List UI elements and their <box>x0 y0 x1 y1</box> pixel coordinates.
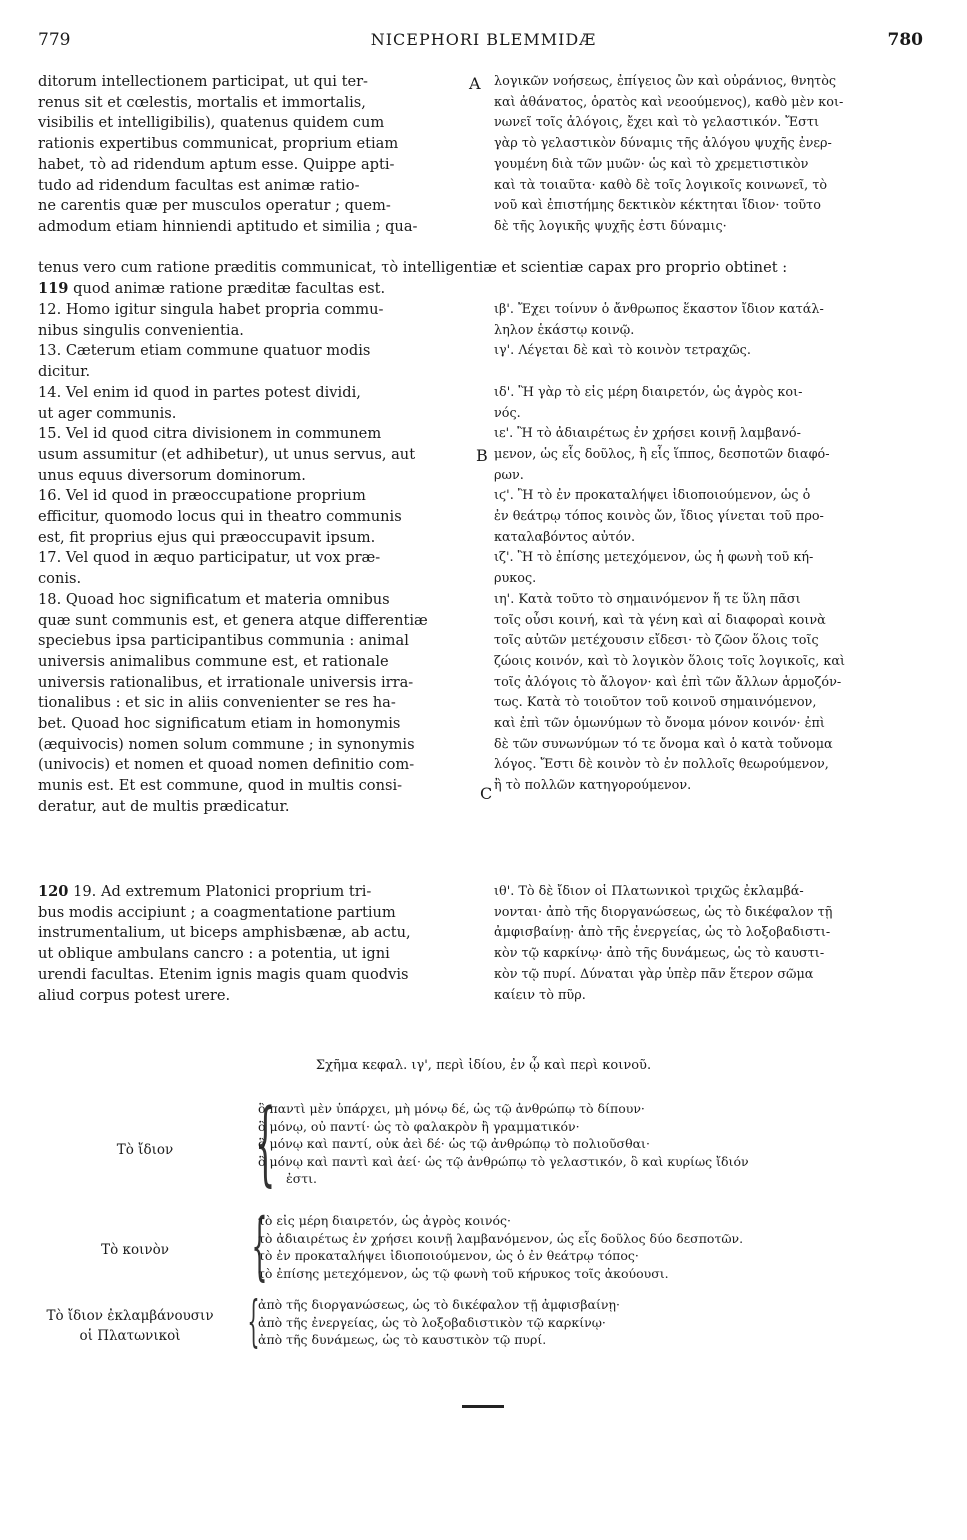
brace: { <box>247 1289 260 1353</box>
latin-items-block <box>38 300 466 818</box>
running-title: NICEPHORI BLEMMIDÆ <box>370 30 597 49</box>
greek-line: γουμένη διὰ τῶν μυῶν· ὡς καὶ τὸ χρεμετιστικὸν <box>494 156 809 172</box>
latin-line: tionalibus : et sic in aliis convenienter se res ha- <box>38 694 396 712</box>
greek-items-block <box>494 300 934 818</box>
schema-title: Σχῆμα κεφαλ. ιγ', περὶ ἰδίου, ἐν ᾧ καὶ περὶ κοινοῦ. <box>315 1058 652 1073</box>
greek-line: καὶ τὰ τοιαῦτα· καθὸ δὲ τοῖς λογικοῖς κοινωνεῖ, τὸ <box>494 177 828 193</box>
schema-label-line: οἱ Πλατωνικοὶ <box>79 1328 181 1344</box>
latin-line <box>38 882 466 903</box>
schema-line: τὸ εἰς μέρη διαιρετόν, ὡς ἀγρὸς κοινός· <box>258 1213 512 1228</box>
page-number-left: 779 <box>38 30 71 50</box>
latin-line: usum assumitur (et adhibetur), ut unus servus, aut <box>38 445 416 463</box>
schema-label <box>80 1240 190 1260</box>
greek-line: ἀμφισβαίνῃ· ἀπὸ τῆς ἐνεργείας, ὡς τὸ λοξοβαδιστι- <box>494 925 831 941</box>
latin-line: 15. Vel id quod citra divisionem in communem <box>38 425 382 443</box>
latin-line: bus modis accipiunt ; a coagmentatione partium <box>38 903 396 921</box>
latin-line: dicitur. <box>38 363 91 381</box>
latin-full-width-line <box>38 258 932 299</box>
greek-line: ληλον ἑκάστῳ κοινῷ. <box>494 322 635 338</box>
greek-line: λόγος. Ἔστι δὲ κοινὸν τὸ ἐν πολλοῖς θεωρούμενον, <box>494 757 829 773</box>
latin-line: universis animalibus commune est, et rationale <box>38 652 389 670</box>
running-header <box>0 30 967 54</box>
section-number-119: 119 <box>38 279 69 297</box>
greek-line: νός. <box>494 405 521 421</box>
greek-item-19 <box>494 882 934 1006</box>
greek-line: ρων. <box>494 467 524 483</box>
page-number-right: 780 <box>887 30 923 50</box>
greek-line: τως. Κατὰ τὸ τοιοῦτον τοῦ κοινοῦ σημαινόμενον, <box>494 695 817 711</box>
greek-line: ιγ'. Λέγεται δὲ καὶ τὸ κοινὸν τετραχῶς. <box>494 343 751 359</box>
schema-lines <box>258 1212 918 1282</box>
greek-line: τοῖς ἀλόγοις τὸ ἄλογον· καὶ ἐπὶ τῶν ἄλλων ἁρμοζόν- <box>494 674 842 690</box>
latin-section-119 <box>38 279 932 300</box>
latin-line: 18. Quoad hoc significatum et materia omnibus <box>38 590 390 608</box>
greek-spacer <box>494 362 934 383</box>
schema-label-line: Τὸ ἴδιον ἐκλαμβάνουσιν <box>46 1308 214 1324</box>
brace: { <box>255 1089 276 1196</box>
latin-line: est, fit proprius ejus qui præoccupavit ipsum. <box>38 528 376 546</box>
schema-line: ἐστι. <box>286 1171 318 1186</box>
latin-line: urendi facultas. Etenim ignis magis quam quodvis <box>38 965 409 983</box>
latin-line: 13. Cæterum etiam commune quatuor modis <box>38 342 371 360</box>
schema-line: ἀπὸ τῆς διοργανώσεως, ὡς τὸ δικέφαλον τῇ ἀμφισβαίνῃ· <box>258 1297 620 1312</box>
latin-line: ditorum intellectionem participat, ut qui ter- <box>38 73 368 90</box>
greek-line: καίειν τὸ πῦρ. <box>494 987 586 1003</box>
latin-line: universis rationalibus, et irrationale universis irra- <box>38 673 414 691</box>
schema-label-line: Τὸ ἴδιον <box>116 1142 174 1158</box>
latin-line: speciebus ipsa participantibus communia : animal <box>38 632 409 650</box>
latin-line: admodum etiam hinniendi aptitudo et similia ; qua- <box>38 217 418 235</box>
greek-line: τοῖς αὐτῶν μετέχουσιν εἴδεσι· τὸ ζῶον ὅλοις τοῖς <box>494 633 819 649</box>
latin-line: renus sit et cœlestis, mortalis et immortalis, <box>38 93 366 111</box>
schema-label <box>90 1140 200 1160</box>
greek-line: μενον, ὡς εἷς δοῦλος, ἢ εἷς ἵππος, δεσποτῶν διαφό- <box>494 446 830 462</box>
latin-line: 16. Vel id quod in præoccupatione proprium <box>38 487 366 505</box>
schema-line: ὃ μόνῳ καὶ παντὶ καὶ ἀεί· ὡς τῷ ἀνθρώπῳ τὸ γελαστικόν, ὃ καὶ κυρίως ἴδιόν <box>258 1153 749 1169</box>
latin-line: 12. Homo igitur singula habet propria commu- <box>38 301 384 318</box>
greek-line: ιϛ'. Ἢ τὸ ἐν προκαταλήψει ἰδιοποιούμενον, ὡς ὁ <box>494 488 811 504</box>
latin-line: rationis expertibus communicat, proprium etiam <box>38 135 399 153</box>
greek-line: ιδ'. Ἢ γὰρ τὸ εἰς μέρη διαιρετόν, ὡς ἀγρὸς κοι- <box>494 384 803 400</box>
brace: { <box>251 1203 268 1289</box>
schema-lines <box>258 1100 918 1188</box>
greek-line: καὶ ἀθάνατος, ὁρατὸς καὶ νεοούμενος), καθὸ μὲν κοι- <box>494 94 844 110</box>
greek-line: ρυκος. <box>494 571 537 587</box>
margin-letter-c: C <box>480 784 493 803</box>
margin-letter-b: B <box>476 446 488 465</box>
schema-line: τὸ ἐν προκαταλήψει ἰδιοποιούμενον, ὡς ὁ ἐν θεάτρῳ τόπος· <box>258 1248 639 1263</box>
greek-line: δὲ τῶν συνωνύμων τό τε ὄνομα καὶ ὁ κατὰ τοὔνομα <box>494 736 833 752</box>
schema-label-line: Τὸ κοινὸν <box>101 1242 169 1258</box>
latin-line: munis est. Et est commune, quod in multis consi- <box>38 777 403 795</box>
latin-line: nibus singulis convenientia. <box>38 321 244 339</box>
schema-line: ὃ μόνῳ, οὐ παντί· ὡς τὸ φαλακρὸν ἢ γραμματικόν· <box>258 1118 580 1134</box>
schema-label <box>45 1306 215 1346</box>
greek-line: ιθ'. Τὸ δὲ ἴδιον οἱ Πλατωνικοὶ τριχῶς ἐκλαμβά- <box>494 884 804 899</box>
greek-line: λογικῶν νοήσεως, ἐπίγειος ὢν καὶ οὐράνιος, θνητὸς <box>494 74 837 89</box>
schema-line: τὸ ἐπίσης μετεχόμενον, ὡς τῷ φωνὴ τοῦ κήρυκος τοῖς ἀκούουσι. <box>258 1265 669 1281</box>
schema-lines <box>258 1296 918 1349</box>
greek-line: ιβ'. Ἔχει τοίνυν ὁ ἄνθρωπος ἕκαστον ἴδιον κατάλ- <box>494 302 824 317</box>
schema-line: ἀπὸ τῆς δυνάμεως, ὡς τὸ καυστικὸν τῷ πυρί. <box>258 1332 547 1347</box>
greek-line: ιε'. Ἢ τὸ ἀδιαιρέτως ἐν χρήσει κοινῇ λαμβανό- <box>494 426 801 442</box>
greek-line: κὸν τῷ πυρί. Δύναται γὰρ ὑπὲρ πᾶν ἕτερον σῶμα <box>494 966 814 982</box>
greek-line: γὰρ τὸ γελαστικὸν δύναμις τῆς ἀλόγου ψυχῆς ἐνερ- <box>494 136 832 152</box>
latin-line: habet, τὸ ad ridendum aptum esse. Quippe apti- <box>38 155 395 173</box>
greek-line: κὸν τῷ καρκίνῳ· ἀπὸ τῆς δυνάμεως, ὡς τὸ καυστι- <box>494 946 825 962</box>
latin-line: ne carentis quæ per musculos operatur ; quem- <box>38 197 391 215</box>
greek-line: καταλαβόντος αὐτόν. <box>494 529 636 545</box>
margin-letter-a: A <box>469 74 481 93</box>
latin-line: aliud corpus potest urere. <box>38 986 231 1004</box>
latin-line: (æquivocis) nomen solum commune ; in synonymis <box>38 735 415 753</box>
latin-line: efficitur, quomodo locus qui in theatro communis <box>38 508 402 526</box>
latin-line: tudo ad ridendum facultas est animæ ratio- <box>38 176 360 194</box>
greek-line: ιζ'. Ἢ τὸ ἐπίσης μετεχόμενον, ὡς ἡ φωνὴ τοῦ κή- <box>494 550 814 566</box>
latin-line: (univocis) et nomen et quoad nomen definitio com- <box>38 756 415 774</box>
latin-full-line: tenus vero cum ratione præditis communicat, τὸ intelligentiæ et scientiæ capax pro proprio obtinet : <box>38 259 788 276</box>
section-number-120: 120 <box>38 883 69 900</box>
latin-line: quæ sunt communis est, et genera atque differentiæ <box>38 611 428 629</box>
schema-line: τὸ ἀδιαιρέτως ἐν χρήσει κοινῇ λαμβανόμενον, ὡς εἷς δοῦλος δύο δεσποτῶν. <box>258 1230 744 1246</box>
latin-line: visibilis et intelligibilis), quatenus quidem cum <box>38 114 385 132</box>
latin-line: 17. Vel quod in æquo participatur, ut vox præ- <box>38 549 381 567</box>
greek-line: ἢ τὸ πολλῶν κατηγορούμενον. <box>494 778 692 794</box>
latin-line: instrumentalium, ut biceps amphisbænæ, ab actu, <box>38 924 411 942</box>
greek-top-block <box>494 72 934 238</box>
schema-line: ὃ παντὶ μὲν ὑπάρχει, μὴ μόνῳ δέ, ὡς τῷ ἀνθρώπῳ τὸ δίπουν· <box>258 1101 645 1116</box>
greek-line: νονται· ἀπὸ τῆς διοργανώσεως, ὡς τὸ δικέφαλον τῇ <box>494 904 833 920</box>
end-rule <box>462 1405 504 1408</box>
latin-119-text: quod animæ ratione præditæ facultas est. <box>68 279 386 297</box>
latin-line: deratur, aut de multis prædicatur. <box>38 797 290 815</box>
latin-line: unus equus diversorum dominorum. <box>38 466 306 484</box>
latin-line: 14. Vel enim id quod in partes potest dividi, <box>38 383 361 401</box>
latin-line: ut oblique ambulans cancro : a potentia, ut igni <box>38 945 390 963</box>
latin-120-block <box>38 882 466 1006</box>
latin-top-block <box>38 72 466 238</box>
schema-line: ἀπὸ τῆς ἐνεργείας, ὡς τὸ λοξοβαδιστικὸν τῷ καρκίνῳ· <box>258 1314 606 1330</box>
greek-line: δὲ τῆς λογικῆς ψυχῆς ἐστι δύναμις· <box>494 218 727 234</box>
greek-line: νωνεῖ τοῖς ἀλόγοις, ἔχει καὶ τὸ γελαστικόν. Ἔστι <box>494 115 820 131</box>
greek-line: ζώοις κοινόν, καὶ τὸ λογικὸν ὅλοις τοῖς λογικοῖς, καὶ <box>494 653 846 669</box>
greek-spacer <box>494 797 934 818</box>
latin-line: conis. <box>38 570 82 588</box>
greek-line: νοῦ καὶ ἐπιστήμης δεκτικὸν κέκτηται ἴδιον· τοῦτο <box>494 198 821 214</box>
greek-line: ἐν θεάτρῳ τόπος κοινὸς ὤν, ἴδιος γίνεται τοῦ προ- <box>494 509 824 525</box>
greek-line: ιη'. Κατὰ τοῦτο τὸ σημαινόμενον ἥ τε ὕλη πᾶσι <box>494 591 801 607</box>
greek-line: καὶ ἐπὶ τῶν ὁμωνύμων τὸ ὄνομα μόνον κοινόν· ἐπὶ <box>494 716 825 732</box>
latin-120-first: 19. Ad extremum Platonici proprium tri- <box>68 883 372 900</box>
latin-line: bet. Quoad hoc significatum etiam in homonymis <box>38 715 401 733</box>
greek-line: τοῖς οὖσι κοινή, καὶ τὰ γένη καὶ αἱ διαφοραὶ κοινὰ <box>494 612 826 628</box>
latin-line: ut ager communis. <box>38 404 177 422</box>
schema-line: ὃ μόνῳ καὶ παντί, οὐκ ἀεὶ δέ· ὡς τῷ ἀνθρώπῳ τὸ πολιοῦσθαι· <box>258 1136 650 1151</box>
